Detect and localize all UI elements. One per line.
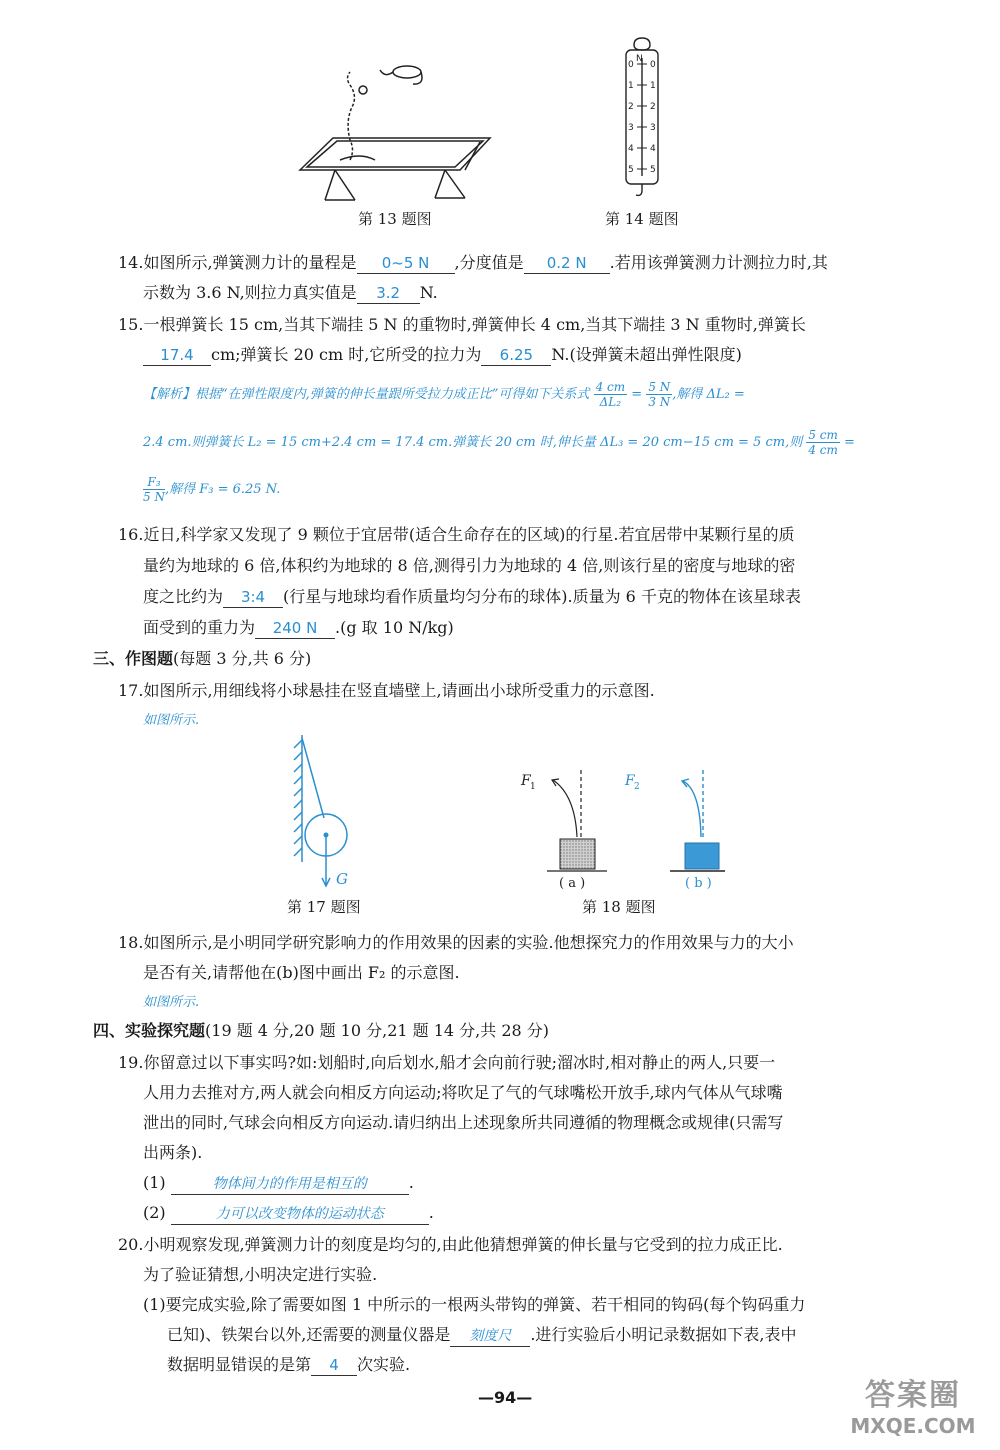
question-16: 16.近日,科学家又发现了 9 颗位于宜居带(适合生命存在的区域)的行星.若宜居带中某颗行星的质 [118,525,795,544]
frac-den: 4 cm [808,443,838,457]
question-15-line2 [143,344,742,366]
frac-den: 5 N [143,490,165,504]
scale-tick-label: 2 [628,102,634,112]
section-note: (每题 3 分,共 6 分) [173,649,312,668]
scale-tick-label: 3 [650,123,656,133]
analysis-text: ,解得 F₃ = 6.25 N. [164,482,281,497]
scale-unit-label: N [636,54,643,64]
q14-answer-division: 0.2 N [524,253,610,274]
q18-answer: 如图所示. [143,995,200,1010]
scale-tick-label: 2 [650,102,656,112]
section-3-heading [93,648,311,670]
q14-text: ,分度值是 [454,253,524,272]
q16-text: (行星与地球均看作质量均匀分布的球体).质量为 6 千克的物体在该星球表 [283,587,801,606]
q15-text: N.(设弹簧未超出弹性限度) [551,345,742,364]
question-20: 20.小明观察发现,弹簧测力计的刻度是均匀的,由此他猜想弹簧的伸长量与它受到的拉力成正比. [118,1235,783,1254]
fraction [594,380,628,409]
question-20-line5 [167,1354,410,1376]
label-b: ( b ) [685,876,712,891]
section-title: 三、作图题 [93,649,174,668]
q19-item-1: (1) 物体间力的作用是相互的 . [143,1172,414,1195]
q15-analysis-line2: 2.4 cm.则弹簧长 L₂ = 15 cm+2.4 cm = 17.4 cm.弹簧长 20 cm 时,伸长量 ΔL₃ = 20 cm−15 cm = 5 cm,则 $\frac{5 cm}{4 cm}$ = [143,428,855,457]
question-17: 17.如图所示,用细线将小球悬挂在竖直墙壁上,请画出小球所受重力的示意图. [118,681,655,700]
scale-tick-label: 5 [628,165,634,175]
q14-text: 示数为 3.6 N,则拉力真实值是 [143,283,357,302]
q19-answer-1: 物体间力的作用是相互的 [171,1174,409,1195]
q16-answer-ratio: 3:4 [223,587,283,608]
q20-answer-trial: 4 [311,1355,357,1376]
spring-scale-figure [618,36,666,198]
figure-17-caption: 第 17 题图 [287,898,361,916]
scale-tick-label: 3 [628,123,634,133]
frac-num: F₃ [143,475,165,490]
question-19-line2: 人用力去推对方,两人就会向相反方向运动;将吹足了气的气球嘴松开放手,球内气体从气球嘴 [143,1083,783,1102]
q20-text: .进行实验后小明记录数据如下表,表中 [530,1325,797,1344]
watermark-logo [838,1378,988,1444]
q20-text: 次实验. [357,1355,411,1374]
q16-text: 面受到的重力为 [143,618,256,637]
frac-num: 5 N [648,380,671,394]
q20-text: 数据明显错误的是第 [167,1355,312,1374]
q15-answer-force: 6.25 [481,345,551,366]
figure-17-wall-ball [290,730,370,892]
q15-analysis-line3 [143,474,280,506]
q19-item-2: (2) 力可以改变物体的运动状态 . [143,1202,434,1225]
force-f1-subscript: 1 [530,782,536,792]
trampoline-figure [295,60,495,205]
item-label: (1) [143,1173,166,1192]
question-19-line4: 出两条). [143,1143,203,1162]
frac-den: 3 N [648,395,671,409]
question-20-line2: 为了验证猜想,小明决定进行实验. [143,1265,378,1284]
scale-tick-label: 0 [650,60,656,70]
q14-text: N. [419,283,438,302]
fraction [143,475,165,504]
fraction [806,428,840,457]
q14-answer-range: 0~5 N [357,253,455,274]
force-f1-label: F [521,773,531,789]
question-19: 19.你留意过以下事实吗?如:划船时,向后划水,船才会向前行驶;溜冰时,相对静止的两人,只要一 [118,1053,776,1072]
question-14-line2 [143,282,438,304]
q14-text: .若用该弹簧测力计测拉力时,其 [609,253,828,272]
analysis-text: 【解析】根据“在弹性限度内,弹簧的伸长量跟所受拉力成正比”可得如下关系式 [143,387,590,402]
scale-tick-label: 4 [628,144,634,154]
figure-13-caption: 第 13 题图 [358,210,432,228]
scale-tick-label: 1 [628,81,634,91]
question-16-line2: 量约为地球的 6 倍,体积约为地球的 8 倍,测得引力为地球的 4 倍,则该行星的密度与地球的密 [143,556,796,575]
q16-answer-gravity: 240 N [255,618,335,639]
page-number: —94— [478,1388,533,1407]
figure-14-caption: 第 14 题图 [605,210,679,228]
watermark-top-text: 答案圈 [865,1378,961,1413]
question-15: 15.一根弹簧长 15 cm,当其下端挂 5 N 的重物时,弹簧伸长 4 cm,当其下端挂 3 N 重物时,弹簧长 [118,315,806,334]
question-20-line3: (1)要完成实验,除了需要如图 1 中所示的一根两头带钩的弹簧、若干相同的钩码(每个钩码重力 [143,1295,806,1314]
frac-den: ΔL₂ [599,395,622,409]
q14-text: 14.如图所示,弹簧测力计的量程是 [118,253,357,272]
section-title: 四、实验探究题 [93,1021,206,1040]
item-label: (2) [143,1203,166,1222]
watermark-bottom-text: MXQE.COM [850,1414,976,1438]
section-note: (19 题 4 分,20 题 10 分,21 题 14 分,共 28 分) [205,1021,550,1040]
gravity-label: G [336,870,348,888]
scale-tick-label: 0 [628,60,634,70]
question-16-line4 [143,617,454,639]
question-18-line2: 是否有关,请帮他在(b)图中画出 F₂ 的示意图. [143,963,460,982]
question-19-line3: 泄出的同时,气球会向相反方向运动.请归纳出上述现象所共同遵循的物理概念或规律(只需写 [143,1113,784,1132]
q16-text: 度之比约为 [143,587,224,606]
label-a: ( a ) [559,876,586,891]
figure-18-caption: 第 18 题图 [582,898,656,916]
question-20-line4 [167,1324,797,1347]
q20-answer-instrument: 刻度尺 [450,1326,530,1347]
q17-answer: 如图所示. [143,713,200,728]
q16-text: .(g 取 10 N/kg) [335,618,454,637]
force-f2-subscript: 2 [634,782,640,792]
frac-num: 4 cm [595,380,626,394]
question-16-line3 [143,586,801,608]
section-4-heading [93,1020,549,1042]
analysis-text: ,解得 ΔL₂ = [672,387,745,402]
question-18: 18.如图所示,是小明同学研究影响力的作用效果的因素的实验.他想探究力的作用效果与力的大小 [118,933,794,952]
q14-answer-true-value: 3.2 [357,283,420,304]
q19-answer-2: 力可以改变物体的运动状态 [171,1204,429,1225]
figure-18-blocks [515,765,725,895]
q15-answer-length: 17.4 [143,345,211,366]
scale-tick-label: 5 [650,165,656,175]
question-14 [118,252,828,274]
q20-text: 已知)、铁架台以外,还需要的测量仪器是 [167,1325,451,1344]
q15-text: cm;弹簧长 20 cm 时,它所受的拉力为 [211,345,482,364]
q15-analysis-line1: 【解析】根据“在弹性限度内,弹簧的伸长量跟所受拉力成正比”可得如下关系式 $\frac{4 cm}{\text{ΔL₂}}$ = $\frac{5 N}{3 N}$ ,解得 ΔL₂ = [143,380,745,409]
scale-tick-label: 4 [650,144,656,154]
analysis-text: 2.4 cm.则弹簧长 L₂ = 15 cm+2.4 cm = 17.4 cm.弹簧长 20 cm 时,伸长量 ΔL₃ = 20 cm−15 cm = 5 cm,则 [143,435,803,450]
force-f2-label: F [625,773,635,789]
fraction [646,380,672,409]
frac-num: 5 cm [808,428,838,442]
scale-tick-label: 1 [650,81,656,91]
